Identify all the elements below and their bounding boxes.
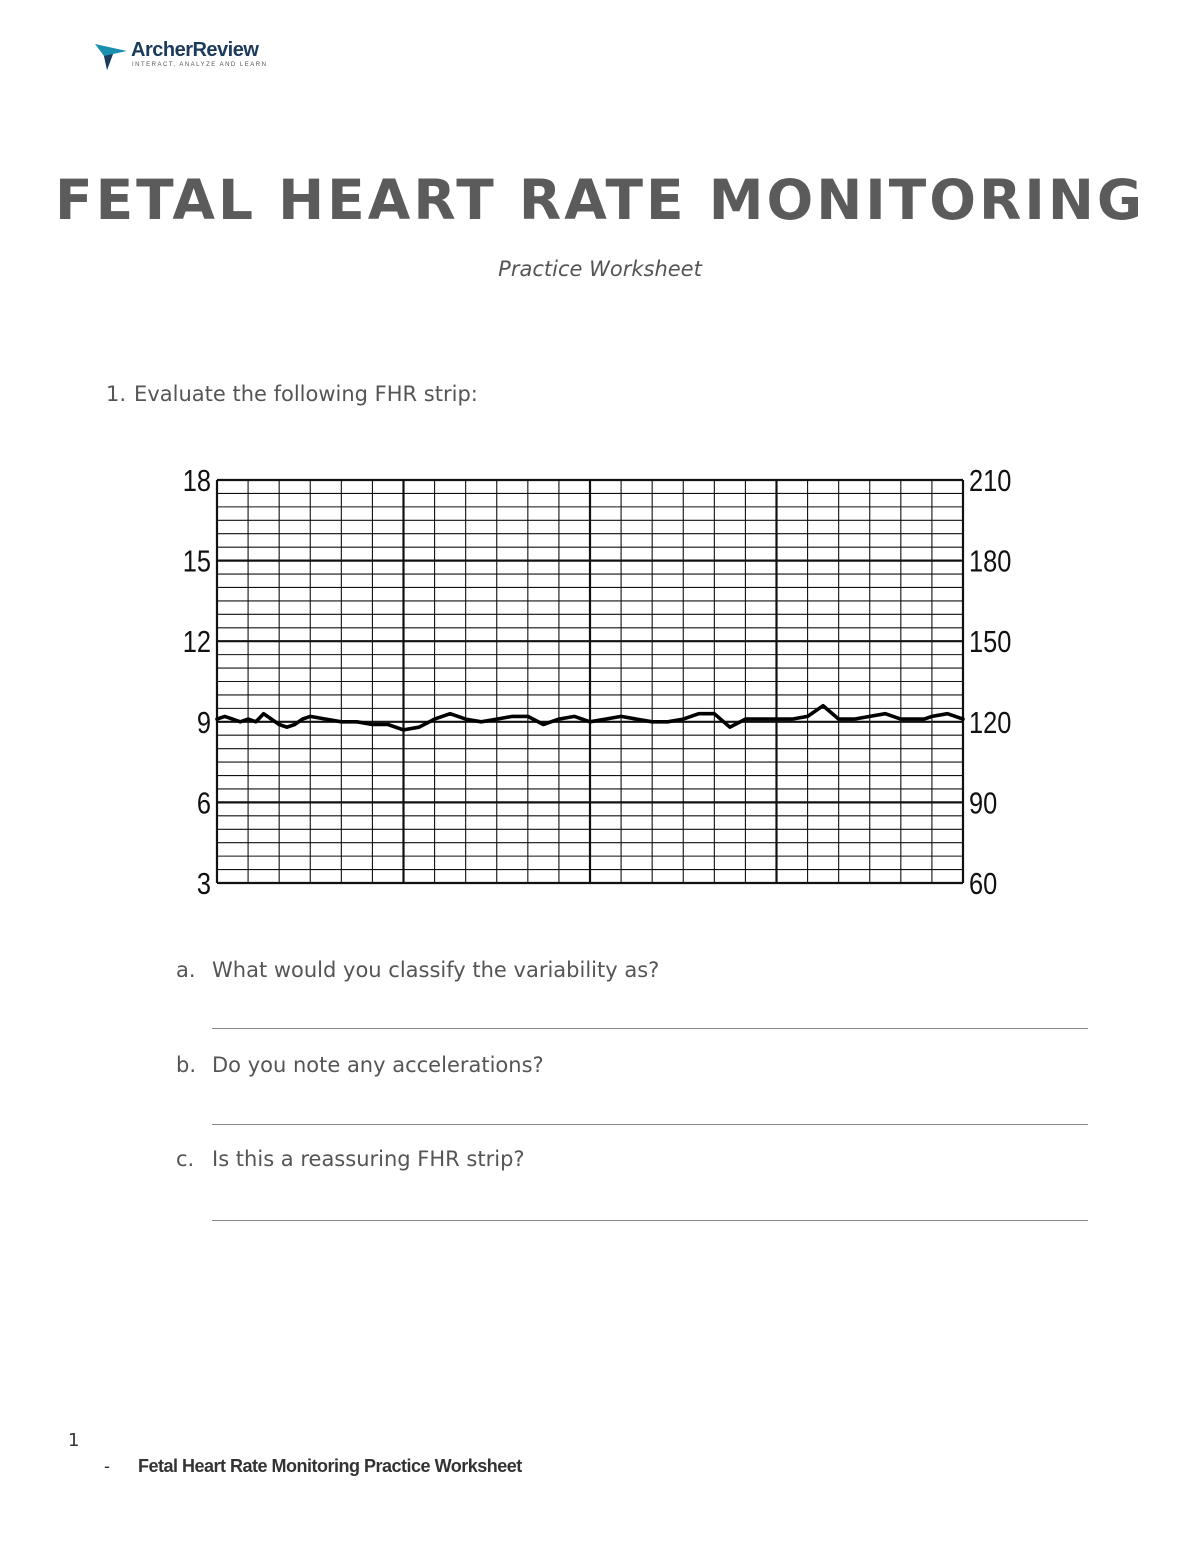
right-axis-tick-label: 90 xyxy=(969,786,998,822)
archer-review-logo xyxy=(93,38,283,72)
right-axis-tick-label: 150 xyxy=(969,624,1012,660)
page-title: FETAL HEART RATE MONITORING xyxy=(55,168,1145,232)
footer-dash: - xyxy=(104,1456,110,1476)
logo-name: ArcherReview xyxy=(131,39,259,61)
right-axis-tick-label: 120 xyxy=(969,705,1012,741)
question-1 xyxy=(106,382,478,406)
subquestion-letter: b. xyxy=(176,1053,197,1077)
page-number: 1 xyxy=(68,1430,80,1451)
question-number: 1. xyxy=(106,382,127,406)
subquestion-text: Do you note any accelerations? xyxy=(212,1053,544,1077)
left-axis-tick-label: 12 xyxy=(182,624,211,660)
footer xyxy=(104,1456,522,1477)
subquestion-b xyxy=(176,1053,544,1077)
right-axis-tick-label: 210 xyxy=(969,463,1012,499)
fhr-strip-chart xyxy=(170,455,1040,910)
subquestion-c xyxy=(176,1147,525,1171)
right-axis-tick-label: 60 xyxy=(969,866,998,902)
right-axis-tick-label: 180 xyxy=(969,544,1012,580)
answer-line-c[interactable] xyxy=(212,1220,1088,1221)
left-axis-tick-label: 3 xyxy=(196,866,211,902)
answer-line-a[interactable] xyxy=(212,1028,1088,1029)
page-subtitle: Practice Worksheet xyxy=(498,257,702,281)
logo-tagline: INTERACT, ANALYZE AND LEARN xyxy=(132,62,268,68)
subquestion-letter: a. xyxy=(176,958,196,982)
left-axis-tick-label: 9 xyxy=(196,705,211,741)
left-axis-tick-label: 6 xyxy=(196,786,211,822)
subquestion-text: What would you classify the variability as? xyxy=(212,958,660,982)
left-axis-tick-label: 15 xyxy=(182,544,211,580)
subquestion-a xyxy=(176,958,659,982)
archer-review-arrow-icon xyxy=(93,38,129,72)
left-axis-tick-label: 18 xyxy=(182,463,211,499)
answer-line-b[interactable] xyxy=(212,1124,1088,1125)
footer-text: Fetal Heart Rate Monitoring Practice Worksheet xyxy=(138,1456,522,1476)
subquestion-text: Is this a reassuring FHR strip? xyxy=(212,1147,525,1171)
subquestion-letter: c. xyxy=(176,1147,195,1171)
question-text: Evaluate the following FHR strip: xyxy=(134,382,478,406)
